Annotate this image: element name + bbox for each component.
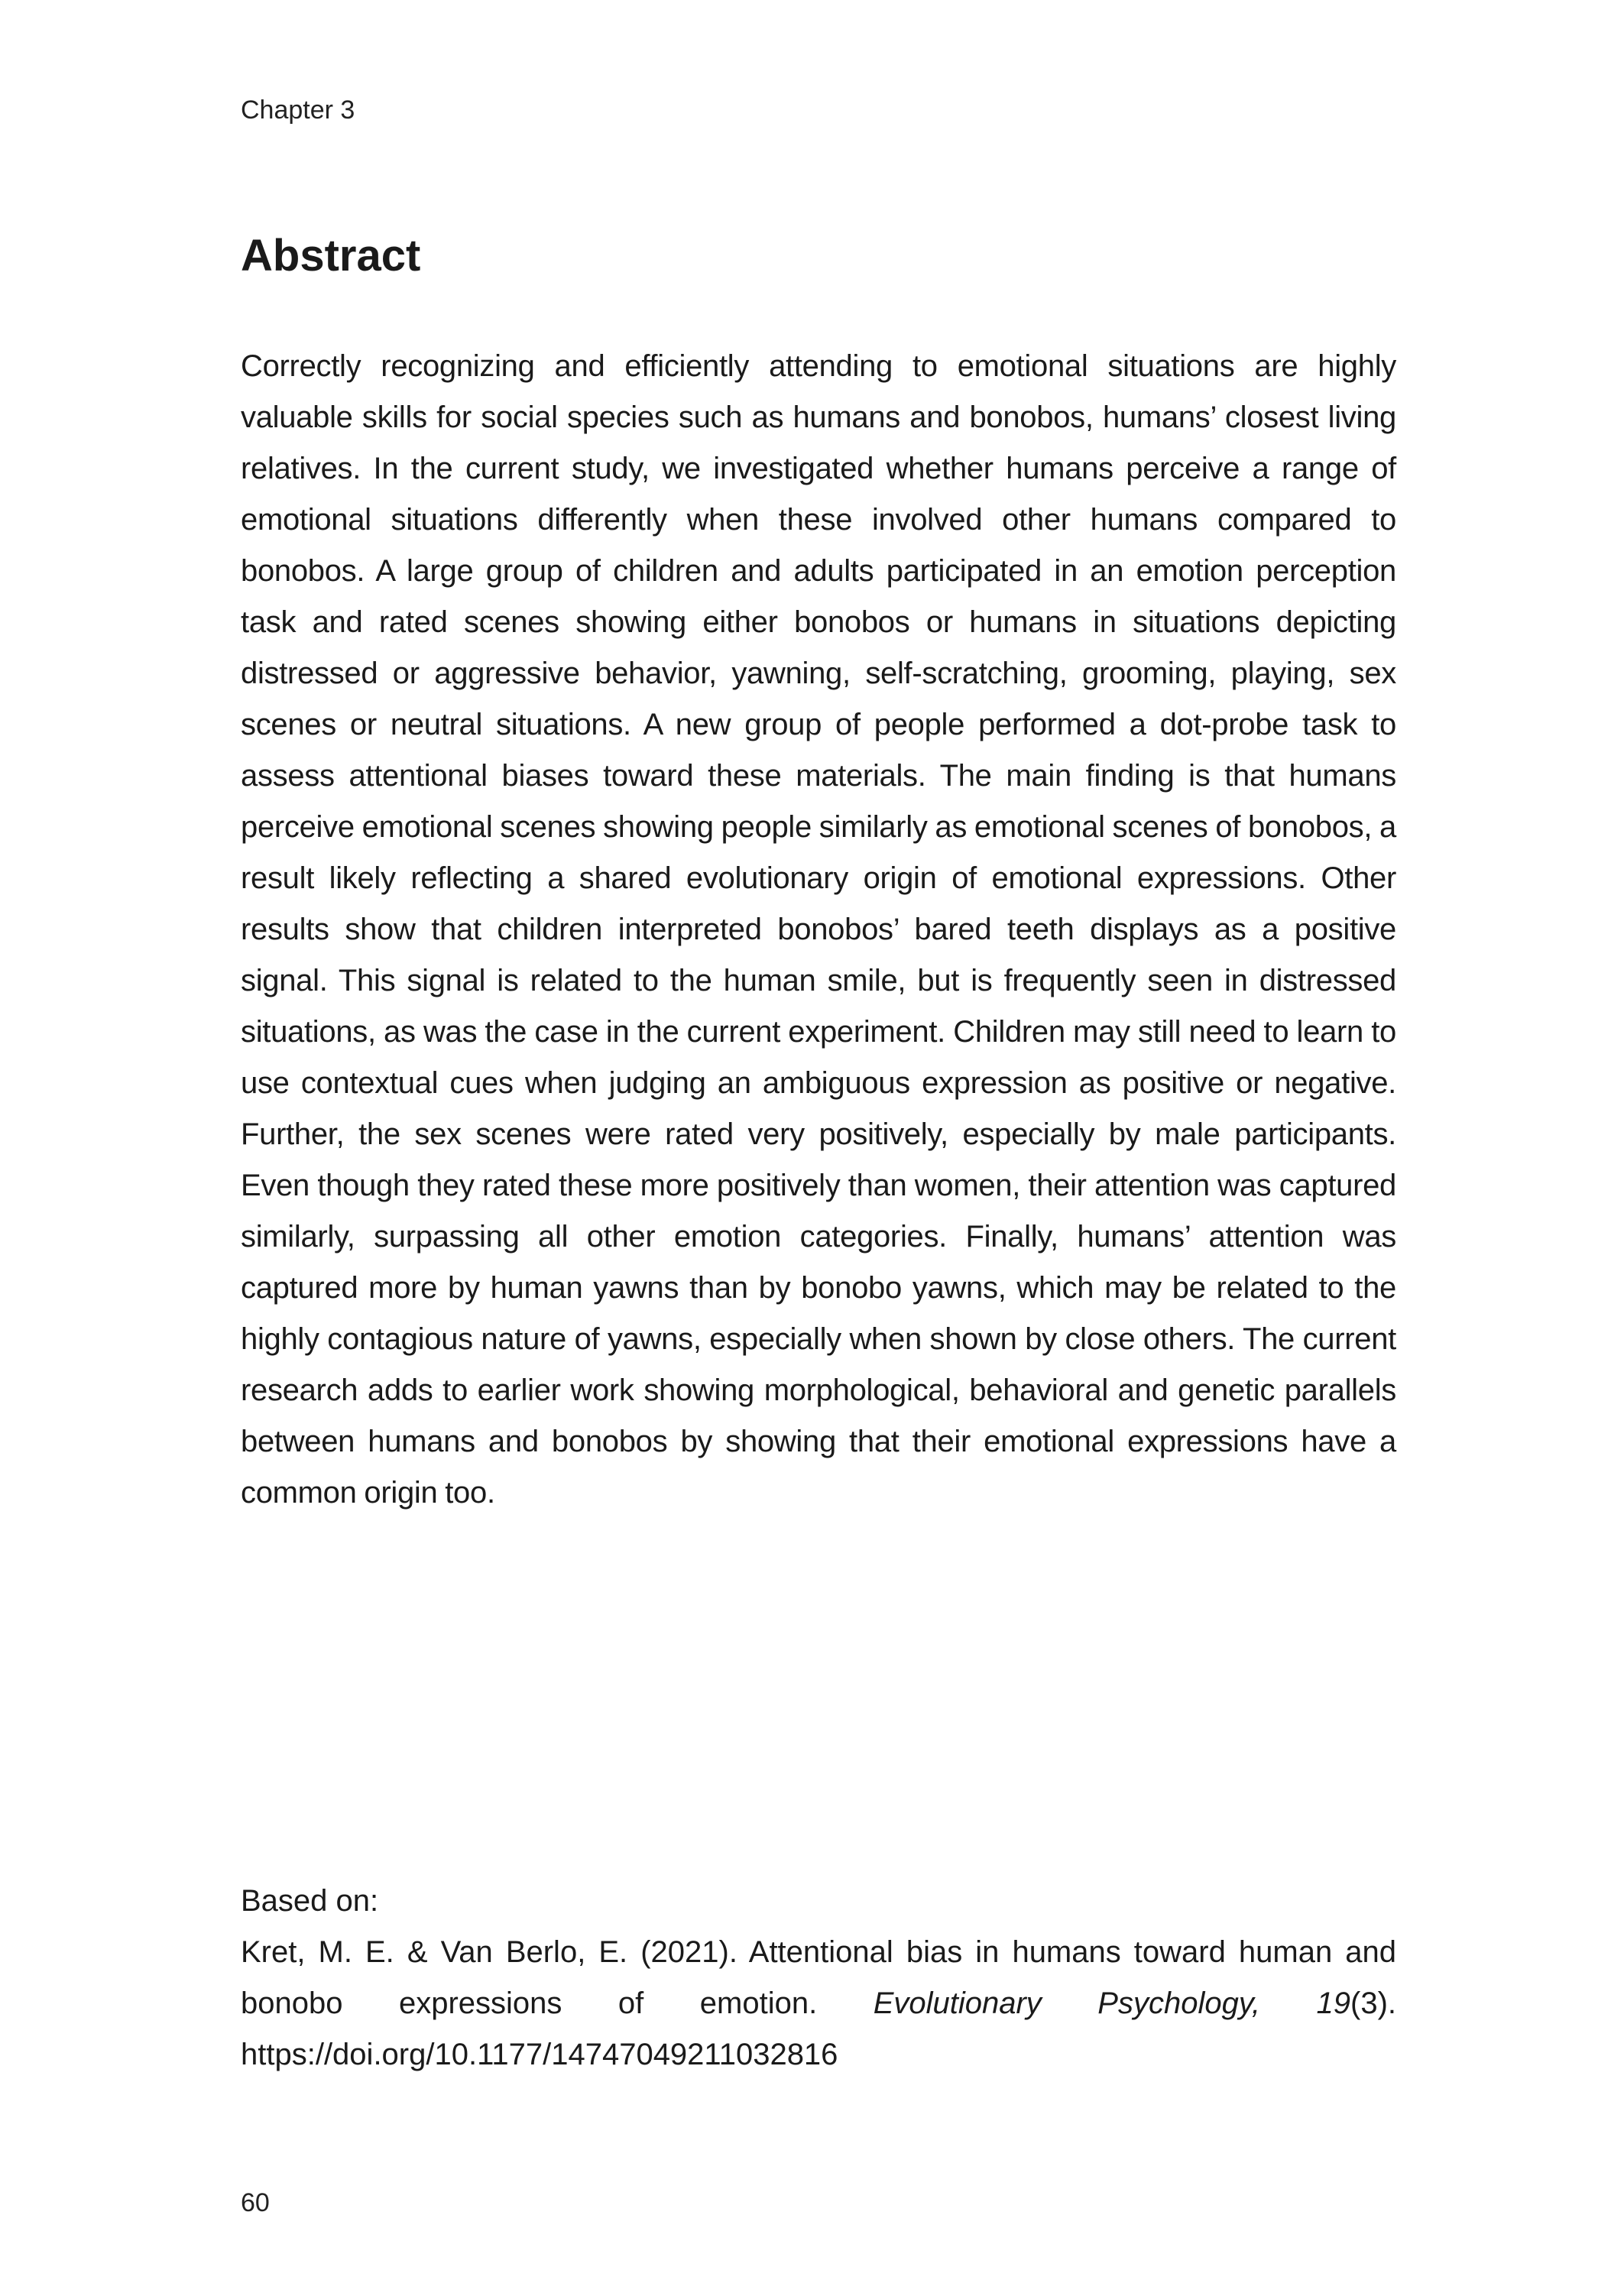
abstract-body: Correctly recognizing and efficiently attending to emotional situations are highly valuable skills for social species such as humans and bonobos, humans’ closest living relatives. In the current study, we investigated whether humans perceive a range of emotional situations differently when these involved other humans compared to bonobos. A large group of children and adults participated in an emotion perception task and rated scenes showing either bonobos or humans in situations depicting distressed or aggressive behavior, yawning, self-scratching, grooming, playing, sex scenes or neutral situations. A new group of people performed a dot-probe task to assess attentional biases toward these materials. The main finding is that humans perceive emotional scenes showing people similarly as emotional scenes of bonobos, a result likely reflecting a shared evolutionary origin of emotional expressions. Other results show that children interpreted bonobos’ bared teeth displays as a positive signal. This signal is related to the human smile, but is frequently seen in distressed situations, as was the case in the current experiment. Children may still need to learn to use contextual cues when judging an ambiguous expression as positive or negative. Further, the sex scenes were rated very positively, especially by male participants. Even though they rated these more positively than women, their attention was captured similarly, surpassing all other emotion categories. Finally, humans’ attention was captured more by human yawns than by bonobo yawns, which may be related to the highly contagious nature of yawns, especially when shown by close others. The current research adds to earlier work showing morphological, behavioral and genetic parallels between humans and bonobos by showing that their emotional expressions have a common origin too.: [241, 349, 1396, 1510]
abstract-heading: Abstract: [241, 231, 421, 281]
citation-issue-doi: (3). https://doi.org/10.1177/14747049211032816: [241, 1987, 1396, 2071]
citation: [241, 1927, 1396, 2081]
page-number: 60: [241, 2188, 270, 2217]
citation-authors-title: Kret, M. E. & Van Berlo, E. (2021). Attentional bias in humans toward human and bonobo expressions of emotion.: [241, 1935, 1396, 2020]
citation-journal: Evolutionary Psychology, 19: [873, 1987, 1350, 2020]
running-header-chapter: Chapter 3: [241, 96, 355, 125]
based-on-label: Based on:: [241, 1884, 379, 1918]
